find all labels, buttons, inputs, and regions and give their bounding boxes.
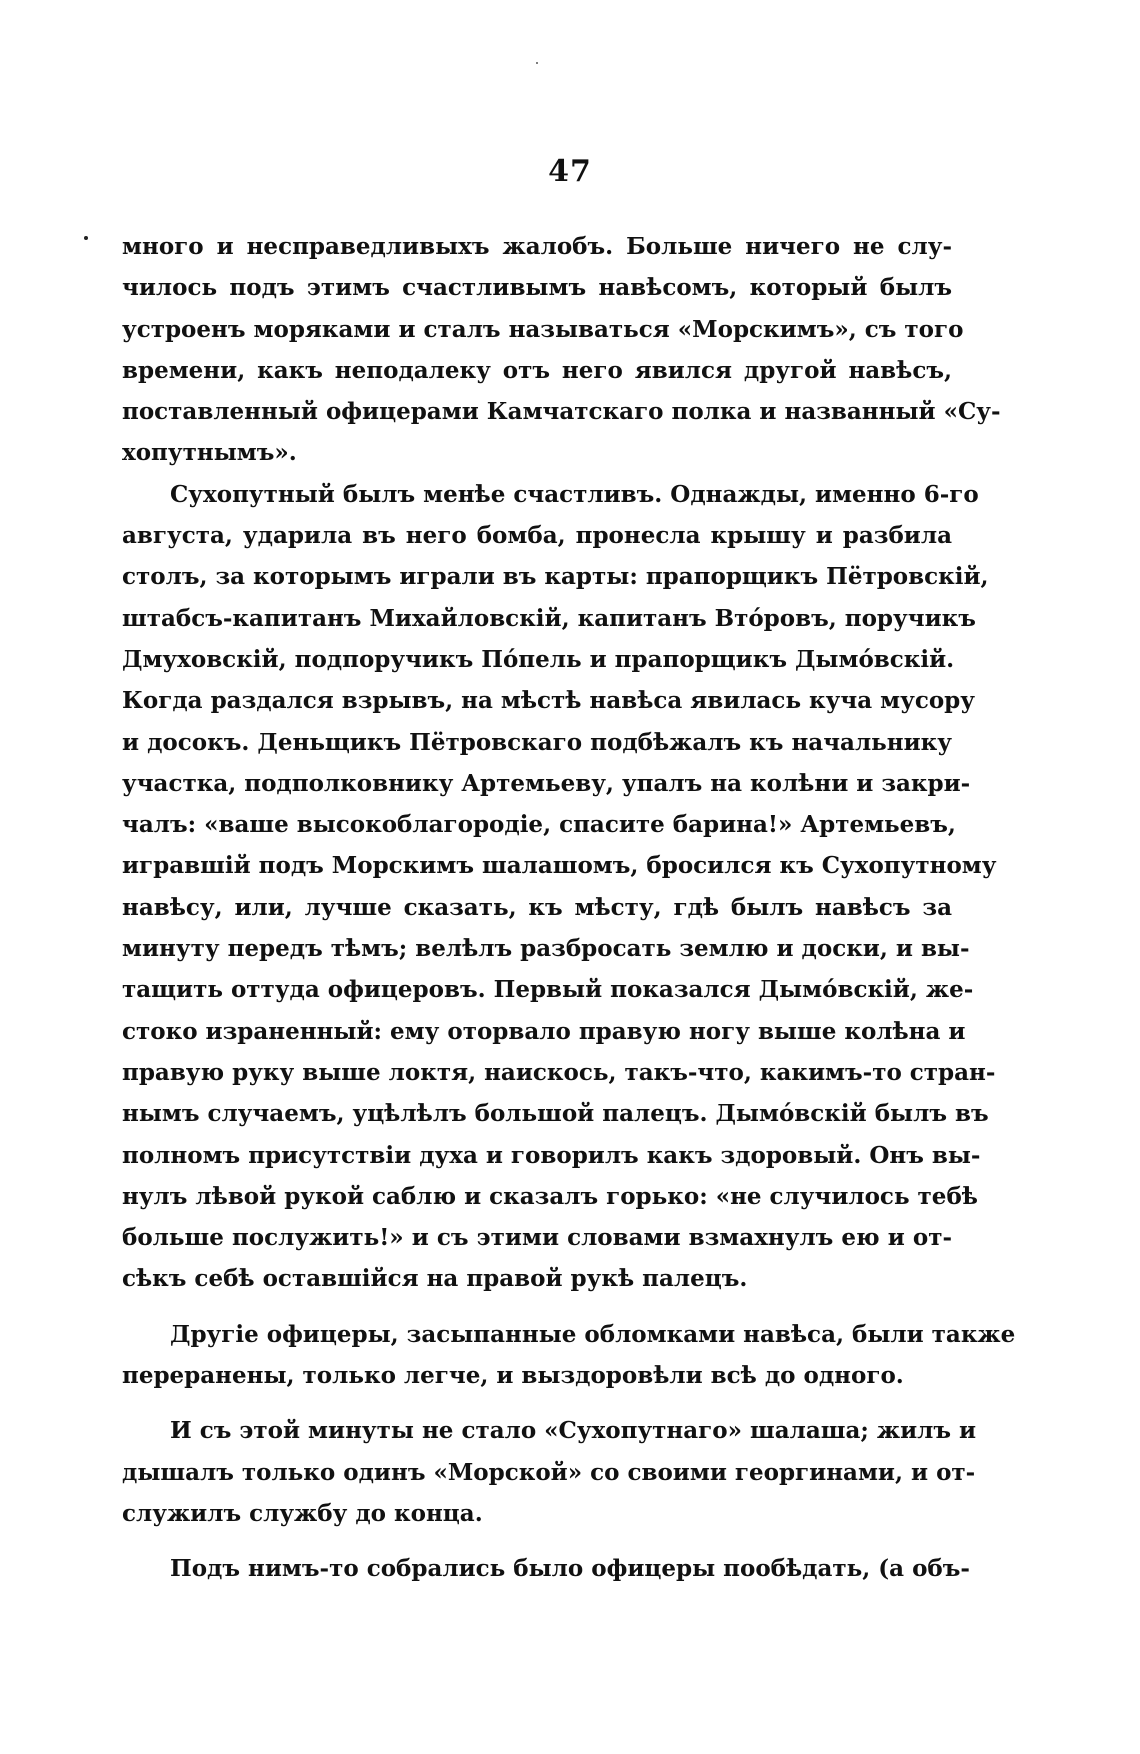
paragraph <box>122 226 1001 474</box>
text-line: минуту передъ тѣмъ; велѣлъ разбросать землю и доски, и вы- <box>122 935 970 963</box>
text-line: навѣсу, или, лучше сказать, къ мѣсту, гдѣ былъ навѣсъ за <box>122 893 952 921</box>
text-line: много и несправедливыхъ жалобъ. Больше ничего не слу- <box>122 233 952 260</box>
paragraph <box>122 1548 970 1589</box>
text-line: больше послужить!» и съ этими словами взмахнулъ ею и от- <box>122 1224 952 1252</box>
text-line: стоко израненный: ему оторвало правую ногу выше колѣна и <box>122 1017 966 1045</box>
paragraph <box>122 474 997 1300</box>
text-line: Другіе офицеры, засыпанные обломками навѣса, были также <box>170 1320 1016 1348</box>
text-line: И съ этой минуты не стало «Сухопутнаго» шалаша; жилъ и <box>170 1417 977 1445</box>
page-body <box>122 226 1016 1590</box>
paragraph <box>122 1410 977 1534</box>
text-line: Подъ нимъ-то собрались было офицеры пообѣдать, (а объ- <box>170 1555 970 1583</box>
text-line: Сухопутный былъ менѣе счастливъ. Однажды, именно 6-го <box>170 480 979 508</box>
text-line: хопутнымъ». <box>122 439 297 467</box>
paragraph <box>122 1314 1016 1397</box>
text-line: игравшій подъ Морскимъ шалашомъ, бросился къ Сухопутному <box>122 852 997 880</box>
text-line: дышалъ только одинъ «Морской» со своими георгинами, и от- <box>122 1458 976 1486</box>
text-line: переранены, только легче, и выздоровѣли всѣ до одного. <box>122 1362 904 1390</box>
page-number: 47 <box>548 154 592 189</box>
text-line: сѣкъ себѣ оставшійся на правой рукѣ палецъ. <box>122 1265 748 1293</box>
text-line: Когда раздался взрывъ, на мѣстѣ навѣса явилась куча мусору <box>122 687 975 715</box>
text-line: столъ, за которымъ играли въ карты: прапорщикъ Пётровскій, <box>122 563 989 591</box>
text-line: штабсъ-капитанъ Михайловскій, капитанъ Вто́ровъ, поручикъ <box>122 604 976 632</box>
text-line: участка, подполковнику Артемьеву, упалъ на колѣни и закри- <box>122 769 971 797</box>
text-line: полномъ присутствіи духа и говорилъ какъ здоровый. Онъ вы- <box>122 1141 981 1169</box>
text-line: устроенъ моряками и сталъ называться «Морскимъ», съ того <box>122 315 964 343</box>
text-line: чалъ: «ваше высокоблагородіе, спасите барина!» Артемьевъ, <box>122 811 956 839</box>
scan-speck <box>536 62 538 64</box>
text-line: тащить оттуда офицеровъ. Первый показался Дымо́вскій, же- <box>122 976 974 1004</box>
text-line: чилось подъ этимъ счастливымъ навѣсомъ, который былъ <box>122 274 952 302</box>
text-line: Дмуховскій, подпоручикъ По́пель и прапорщикъ Дымо́вскій. <box>122 645 955 673</box>
text-line: времени, какъ неподалеку отъ него явился другой навѣсъ, <box>122 356 952 384</box>
text-line: и досокъ. Деньщикъ Пётровскаго подбѣжалъ къ начальнику <box>122 728 952 756</box>
text-line: служилъ службу до конца. <box>122 1499 483 1527</box>
margin-mark <box>84 236 88 240</box>
text-line: нулъ лѣвой рукой саблю и сказалъ горько: «не случилось тебѣ <box>122 1182 978 1210</box>
text-line: поставленный офицерами Камчатскаго полка и названный «Су- <box>122 398 1001 426</box>
text-line: правую руку выше локтя, наискось, такъ-что, какимъ-то стран- <box>122 1058 996 1086</box>
text-line: нымъ случаемъ, уцѣлѣлъ большой палецъ. Дымо́вскій былъ въ <box>122 1100 989 1128</box>
text-line: августа, ударила въ него бомба, пронесла крышу и разбила <box>122 522 952 550</box>
